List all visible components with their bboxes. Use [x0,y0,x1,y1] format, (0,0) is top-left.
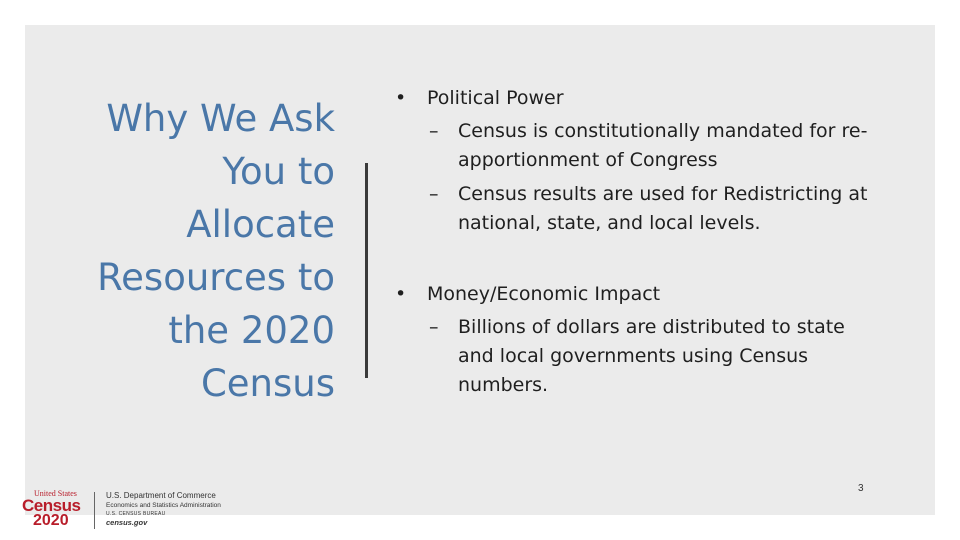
logo-small-caption: United States [34,489,77,498]
logo-administration: Economics and Statistics Administration [106,502,221,509]
census-2020-wordmark [22,487,90,531]
slide-title [60,92,335,410]
bullet-list [395,84,895,400]
bullet-text: Political Power [427,87,564,109]
title-line: You to [222,150,335,193]
bullet-group-economic-impact [395,280,895,400]
bullet-item [395,280,895,308]
logo-year: 2020 [33,512,69,529]
sub-bullet-line: Census results are used for Redistricting at [458,183,868,205]
logo-separator [94,492,95,529]
bullet-dot: • [395,283,407,305]
bullet-group-political-power [395,84,895,238]
title-line: Allocate [186,203,335,246]
page-number: 3 [858,483,864,494]
title-line: the 2020 [168,309,335,352]
logo-department: U.S. Department of Commerce [106,491,216,500]
logo-word: Census [22,496,81,515]
bullet-text: Money/Economic Impact [427,283,661,305]
sub-bullet-line: numbers. [458,374,549,396]
sub-bullet-item [395,313,895,400]
sub-bullet-line: Census is constitutionally mandated for re- [458,120,868,142]
sub-bullet-line: national, state, and local levels. [458,212,761,234]
logo-text-block [106,491,221,527]
sub-bullet-line: apportionment of Congress [458,149,718,171]
sub-bullet-dash: – [429,120,439,142]
bullet-item [395,84,895,112]
logo-url: census.gov [106,518,148,527]
sub-bullet-line: and local governments using Census [458,345,809,367]
sub-bullet-line: Billions of dollars are distributed to state [458,316,845,338]
sub-bullet-item [395,180,895,238]
title-line: Resources to [97,256,335,299]
sub-bullet-item [395,117,895,175]
logo-bureau: U.S. CENSUS BUREAU [106,511,166,517]
vertical-divider [365,163,368,378]
census-logo [22,487,262,531]
sub-bullet-dash: – [429,183,439,205]
bullet-dot: • [395,87,407,109]
title-line: Census [200,362,335,405]
title-line: Why We Ask [106,97,335,140]
sub-bullet-dash: – [429,316,439,338]
